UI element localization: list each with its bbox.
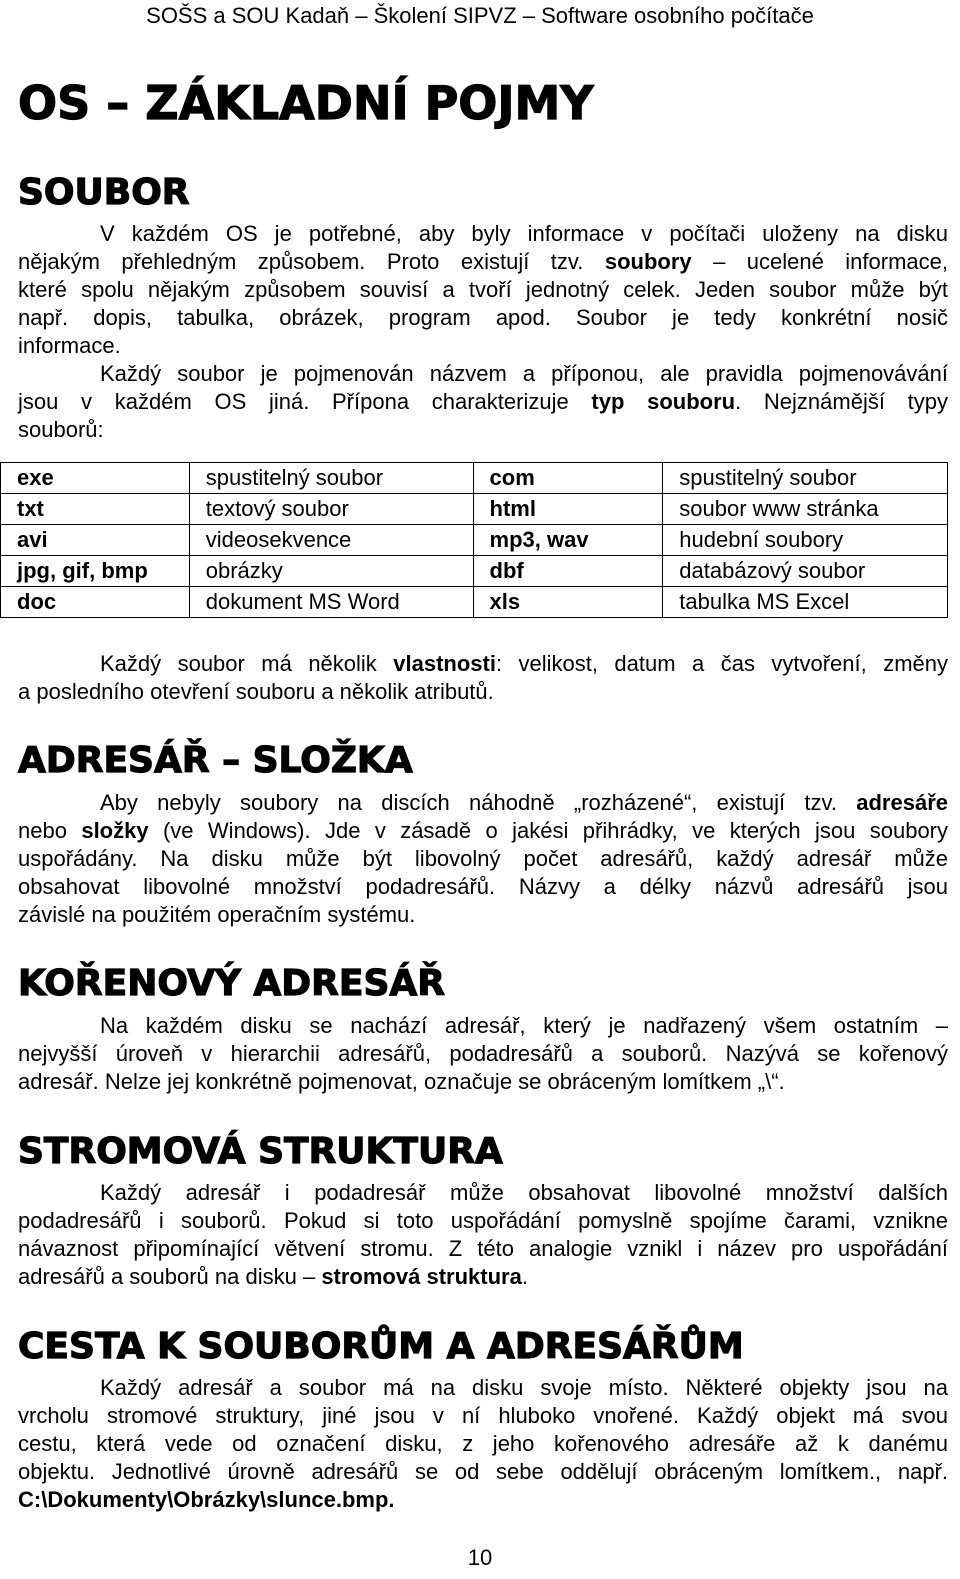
page-number: 10 [467, 1545, 493, 1570]
heading-soubor: SOUBOR [18, 172, 190, 213]
term-stromova-struktura: stromová struktura [321, 1264, 522, 1289]
example-path: C:\Dokumenty\Obrázky\slunce.bmp. [18, 1487, 395, 1512]
text: V každém OS je potřebné, aby byly informace v počítači uloženy na disku [100, 221, 948, 246]
text-line: cestu, která vede od označení disku, z jeho kořenového adresáře až k danému [18, 1431, 948, 1456]
text-line: adresář. Nelze jej konkrétně pojmenovat, označuje se obráceným lomítkem „\“. [18, 1069, 785, 1094]
text-line: např. dopis, tabulka, obrázek, program apod. Soubor je tedy konkrétní nosič [18, 305, 948, 330]
text: Každý adresář i podadresář může obsahovat libovolné množství dalších [100, 1180, 948, 1205]
table-row [1, 463, 948, 494]
text-line: vrcholu stromové struktury, jiné jsou v ní hluboko vnořené. Každý objekt má svou [18, 1403, 948, 1428]
text-line: které spolu nějakým způsobem souvisí a tvoří jednotný celek. Jeden soubor může být [18, 277, 948, 302]
file-extension-cell: com [473, 463, 663, 494]
text: Aby nebyly soubory na discích náhodně „rozházené“, existují tzv. [100, 790, 857, 815]
file-types-table [0, 462, 948, 618]
term-typ-souboru: typ souboru [591, 389, 736, 414]
table-row [1, 494, 948, 525]
text: – ucelené informace, [691, 249, 948, 274]
text: nebo [18, 818, 82, 843]
file-type-cell: databázový soubor [663, 556, 948, 587]
paragraph-stromova-struktura [18, 1179, 948, 1291]
file-type-cell: obrázky [189, 556, 473, 587]
text-line: nejvyšší úroveň v hierarchii adresářů, podadresářů a souborů. Nazývá se kořenový [18, 1041, 948, 1066]
paragraph-soubor-2 [18, 360, 948, 444]
file-extension-cell: xls [473, 587, 663, 618]
term-adresare: adresáře [856, 790, 948, 815]
table-row [1, 587, 948, 618]
term-slozky: složky [81, 818, 149, 843]
file-type-cell: videosekvence [189, 525, 473, 556]
page-header: SOŠS a SOU Kadaň – Školení SIPVZ – Software osobního počítače [146, 3, 814, 28]
file-extension-cell: html [473, 494, 663, 525]
file-extension-cell: mp3, wav [473, 525, 663, 556]
file-extension-cell: dbf [473, 556, 663, 587]
term-soubory: soubory [604, 249, 692, 274]
text: Každý soubor má několik [100, 651, 394, 676]
text-line: návaznost připomínající větvení stromu. Z této analogie vznikl i název pro uspořádání [18, 1236, 948, 1261]
table-row [1, 556, 948, 587]
heading-korenovy-adresar: KOŘENOVÝ ADRESÁŘ [18, 963, 445, 1004]
file-type-cell: hudební soubory [663, 525, 948, 556]
text: Na každém disku se nachází adresář, který je nadřazený všem ostatním – [100, 1013, 948, 1038]
text-line: podadresářů i souborů. Pokud si toto uspořádání pomyslně spojíme čarami, vznikne [18, 1208, 948, 1233]
file-type-cell: textový soubor [189, 494, 473, 525]
text: Každý adresář a soubor má na disku svoje místo. Některé objekty jsou na [100, 1375, 948, 1400]
text: . [521, 1264, 528, 1289]
text-line: obsahovat libovolné množství podadresářů. Názvy a délky názvů adresářů jsou [18, 874, 948, 899]
text-line: souborů: [18, 417, 104, 442]
text-line: objektu. Jednotlivé úrovně adresářů se od sebe oddělují obráceným lomítkem., např. [18, 1459, 948, 1484]
paragraph-cesta [18, 1374, 948, 1514]
page-title: OS – ZÁKLADNÍ POJMY [18, 76, 594, 130]
heading-stromova-struktura: STROMOVÁ STRUKTURA [18, 1131, 503, 1172]
file-extension-cell: exe [1, 463, 190, 494]
paragraph-korenovy-adresar [18, 1012, 948, 1096]
heading-adresar: ADRESÁŘ – SLOŽKA [18, 740, 413, 781]
text: . Nejznámější typy [735, 389, 949, 414]
text-line: informace. [18, 333, 121, 358]
paragraph-soubor-1 [18, 220, 948, 360]
text: : velikost, datum a čas vytvoření, změny [495, 651, 948, 676]
text: jsou v každém OS jiná. Přípona charakterizuje [18, 389, 592, 414]
file-extension-cell: txt [1, 494, 190, 525]
text-line: a posledního otevření souboru a několik atributů. [18, 679, 494, 704]
file-type-cell: soubor www stránka [663, 494, 948, 525]
text: nějakým přehledným způsobem. Proto existují tzv. [18, 249, 605, 274]
heading-cesta: CESTA K SOUBORŮM A ADRESÁŘŮM [18, 1326, 744, 1367]
file-type-cell: spustitelný soubor [663, 463, 948, 494]
file-type-cell: tabulka MS Excel [663, 587, 948, 618]
paragraph-adresar [18, 789, 948, 929]
text: (ve Windows). Jde v zásadě o jakési přihrádky, ve kterých jsou soubory [148, 818, 948, 843]
file-extension-cell: jpg, gif, bmp [1, 556, 190, 587]
file-extension-cell: avi [1, 525, 190, 556]
file-extension-cell: doc [1, 587, 190, 618]
table-row [1, 525, 948, 556]
file-type-cell: spustitelný soubor [189, 463, 473, 494]
text-line: závislé na použitém operačním systému. [18, 902, 416, 927]
text-line: uspořádány. Na disku může být libovolný počet adresářů, každý adresář může [18, 846, 948, 871]
paragraph-soubor-3 [18, 650, 948, 706]
term-vlastnosti: vlastnosti [393, 651, 496, 676]
text: Každý soubor je pojmenován názvem a příponou, ale pravidla pojmenovávání [100, 361, 948, 386]
file-type-cell: dokument MS Word [189, 587, 473, 618]
text: adresářů a souborů na disku – [18, 1264, 322, 1289]
